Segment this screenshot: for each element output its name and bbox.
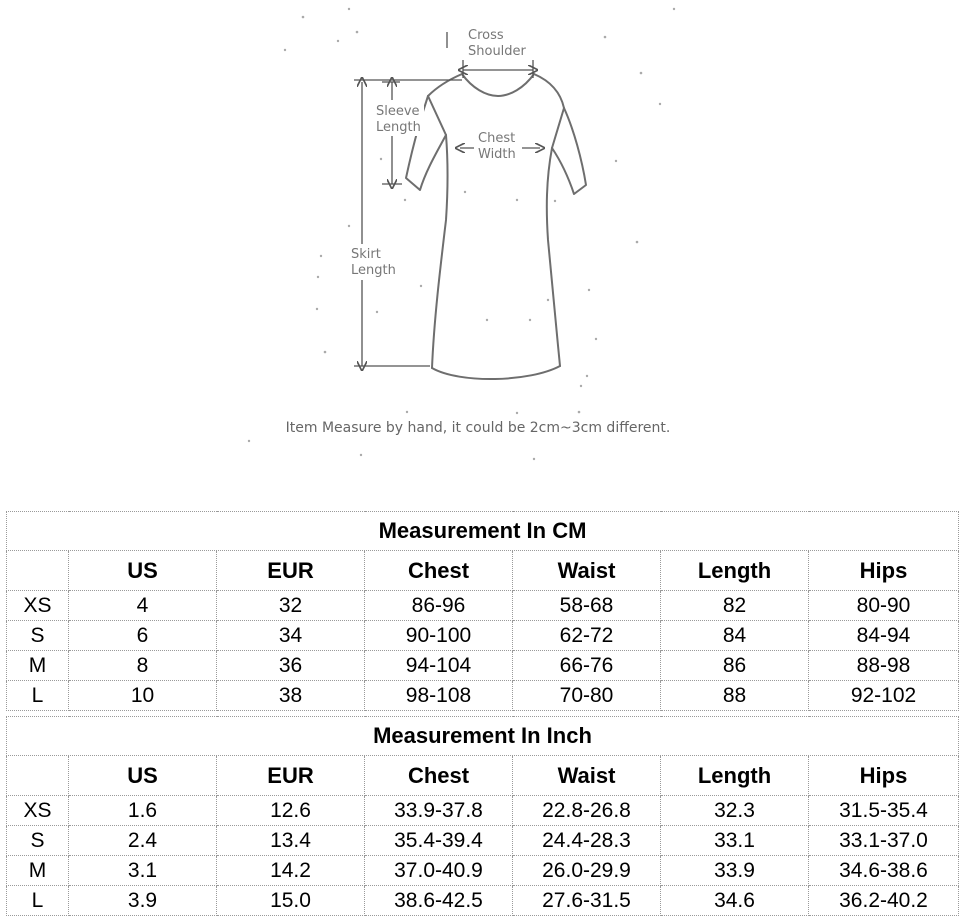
table-row	[7, 886, 959, 916]
size-cell: XS	[7, 591, 69, 621]
inch-header-eur: EUR	[217, 756, 365, 796]
dress-outline	[406, 74, 586, 379]
eur-cell: 36	[217, 651, 365, 681]
hips-cell: 84-94	[809, 621, 959, 651]
cm-header-hips: Hips	[809, 551, 959, 591]
cm-header-size	[7, 551, 69, 591]
waist-cell: 62-72	[513, 621, 661, 651]
size-cell: S	[7, 621, 69, 651]
chest-cell: 37.0-40.9	[365, 856, 513, 886]
chest-cell: 35.4-39.4	[365, 826, 513, 856]
length-cell: 33.9	[661, 856, 809, 886]
inch-header-size	[7, 756, 69, 796]
cm-header-chest: Chest	[365, 551, 513, 591]
us-cell: 2.4	[69, 826, 217, 856]
table-row	[7, 826, 959, 856]
hips-cell: 36.2-40.2	[809, 886, 959, 916]
cm-header-waist: Waist	[513, 551, 661, 591]
chest-cell: 33.9-37.8	[365, 796, 513, 826]
inch-header-chest: Chest	[365, 756, 513, 796]
chest-width-label-line1: Chest	[478, 131, 516, 146]
size-cell: M	[7, 651, 69, 681]
inch-header-hips: Hips	[809, 756, 959, 796]
hips-cell: 80-90	[809, 591, 959, 621]
table-row	[7, 856, 959, 886]
length-cell: 86	[661, 651, 809, 681]
us-cell: 8	[69, 651, 217, 681]
chest-cell: 38.6-42.5	[365, 886, 513, 916]
inch-header-length: Length	[661, 756, 809, 796]
length-cell: 84	[661, 621, 809, 651]
eur-cell: 34	[217, 621, 365, 651]
inch-header-us: US	[69, 756, 217, 796]
waist-cell: 22.8-26.8	[513, 796, 661, 826]
size-cell: XS	[7, 796, 69, 826]
hips-cell: 92-102	[809, 681, 959, 711]
size-cell: L	[7, 681, 69, 711]
us-cell: 6	[69, 621, 217, 651]
length-cell: 88	[661, 681, 809, 711]
skirt-length-label-line2: Length	[351, 263, 396, 278]
background-specks	[248, 8, 675, 460]
skirt-length-label-line1: Skirt	[351, 247, 381, 262]
measurement-cm-table	[6, 511, 959, 711]
hips-cell: 33.1-37.0	[809, 826, 959, 856]
cm-header-eur: EUR	[217, 551, 365, 591]
chest-cell: 94-104	[365, 651, 513, 681]
chest-cell: 90-100	[365, 621, 513, 651]
waist-cell: 70-80	[513, 681, 661, 711]
waist-cell: 26.0-29.9	[513, 856, 661, 886]
diagram-labels	[286, 24, 671, 436]
us-cell: 3.9	[69, 886, 217, 916]
length-cell: 82	[661, 591, 809, 621]
cm-table-title: Measurement In CM	[7, 512, 959, 551]
table-row	[7, 796, 959, 826]
hips-cell: 88-98	[809, 651, 959, 681]
size-cell: S	[7, 826, 69, 856]
length-cell: 33.1	[661, 826, 809, 856]
size-cell: L	[7, 886, 69, 916]
us-cell: 10	[69, 681, 217, 711]
eur-cell: 14.2	[217, 856, 365, 886]
inch-table-header-row	[7, 756, 959, 796]
cross-shoulder-label-line2: Shoulder	[468, 44, 526, 59]
size-cell: M	[7, 856, 69, 886]
cm-header-us: US	[69, 551, 217, 591]
eur-cell: 32	[217, 591, 365, 621]
inch-table-title: Measurement In Inch	[7, 717, 959, 756]
cross-shoulder-label-line1: Cross	[468, 28, 504, 43]
sleeve-length-label-line1: Sleeve	[376, 104, 420, 119]
table-row	[7, 651, 959, 681]
eur-cell: 15.0	[217, 886, 365, 916]
table-row	[7, 681, 959, 711]
length-cell: 32.3	[661, 796, 809, 826]
hips-cell: 34.6-38.6	[809, 856, 959, 886]
waist-cell: 66-76	[513, 651, 661, 681]
us-cell: 4	[69, 591, 217, 621]
us-cell: 3.1	[69, 856, 217, 886]
table-row	[7, 621, 959, 651]
length-cell: 34.6	[661, 886, 809, 916]
waist-cell: 58-68	[513, 591, 661, 621]
cm-table-header-row	[7, 551, 959, 591]
eur-cell: 13.4	[217, 826, 365, 856]
eur-cell: 38	[217, 681, 365, 711]
measurement-inch-table	[6, 716, 959, 916]
inch-header-waist: Waist	[513, 756, 661, 796]
table-row	[7, 591, 959, 621]
cm-header-length: Length	[661, 551, 809, 591]
chest-width-label-line2: Width	[478, 147, 516, 162]
hips-cell: 31.5-35.4	[809, 796, 959, 826]
waist-cell: 27.6-31.5	[513, 886, 661, 916]
us-cell: 1.6	[69, 796, 217, 826]
chest-cell: 98-108	[365, 681, 513, 711]
sleeve-length-label-line2: Length	[376, 120, 421, 135]
chest-cell: 86-96	[365, 591, 513, 621]
eur-cell: 12.6	[217, 796, 365, 826]
waist-cell: 24.4-28.3	[513, 826, 661, 856]
measurement-note: Item Measure by hand, it could be 2cm~3cm different.	[285, 420, 671, 436]
